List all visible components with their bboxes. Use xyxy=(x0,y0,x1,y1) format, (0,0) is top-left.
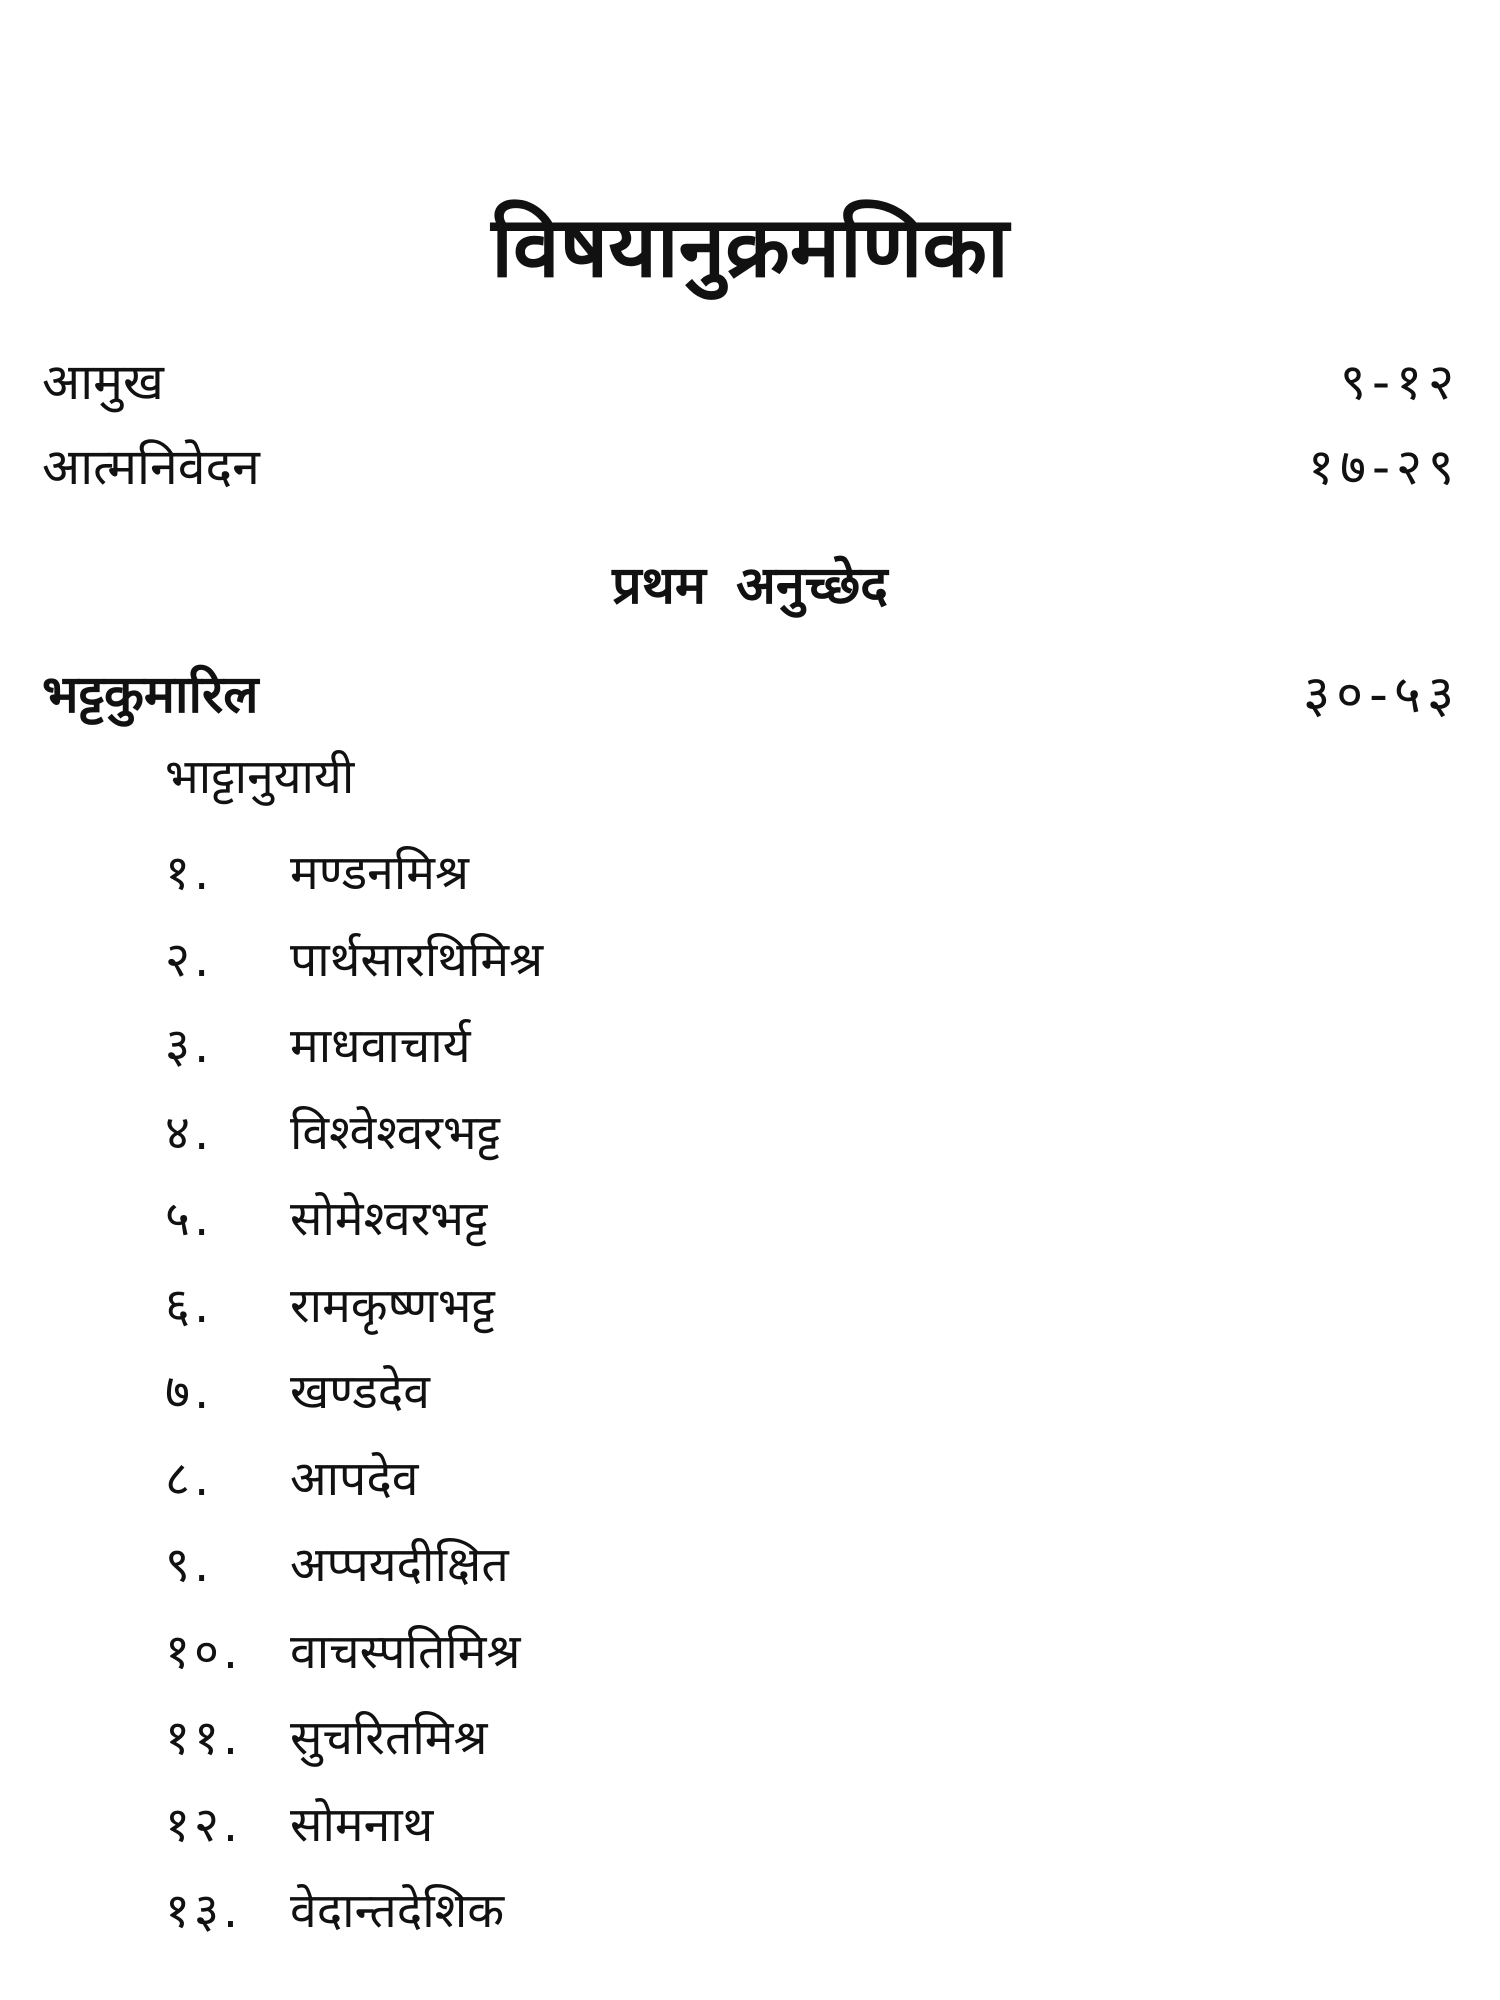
item-name: आपदेव xyxy=(290,1450,419,1507)
item-number: ७. xyxy=(165,1364,214,1420)
item-name: सोमेश्वरभट्ट xyxy=(290,1191,488,1247)
item-name: विश्वेश्वरभट्ट xyxy=(290,1104,501,1161)
list-item xyxy=(165,1349,1065,1436)
toc-row-self-statement xyxy=(42,432,1460,502)
section-heading: प्रथम अनुच्छेद xyxy=(612,556,888,616)
item-name: सुचरितमिश्र xyxy=(290,1710,488,1766)
item-number: १०. xyxy=(165,1623,243,1680)
group-heading: भाट्टानुयायी xyxy=(165,749,355,805)
follower-list xyxy=(165,830,1065,1955)
item-number: ४. xyxy=(165,1104,214,1161)
list-item xyxy=(165,1868,1065,1955)
list-item xyxy=(165,830,1065,917)
item-name: वाचस्पतिमिश्र xyxy=(290,1623,521,1680)
list-item xyxy=(165,1609,1065,1696)
toc-entry-label: आमुख xyxy=(42,353,164,411)
list-item xyxy=(165,1522,1065,1609)
chapter-pages: ३०-५३ xyxy=(1303,665,1460,725)
page-title: विषयानुक्रमणिका xyxy=(491,198,1009,297)
list-item xyxy=(165,917,1065,1004)
list-item xyxy=(165,1003,1065,1090)
item-number: ५. xyxy=(165,1191,214,1247)
toc-entry-label: आत्मनिवेदन xyxy=(42,438,260,496)
list-item xyxy=(165,1090,1065,1177)
item-number: ३. xyxy=(165,1018,214,1074)
item-name: खण्डदेव xyxy=(290,1364,430,1420)
toc-entry-pages: १७-२९ xyxy=(1307,438,1460,496)
item-name: वेदान्तदेशिक xyxy=(290,1883,505,1939)
item-name: सोमनाथ xyxy=(290,1796,434,1853)
item-name: अप्पयदीक्षित xyxy=(290,1537,509,1593)
chapter-title: भट्टकुमारिल xyxy=(42,665,259,725)
list-item xyxy=(165,1263,1065,1350)
item-name: माधवाचार्य xyxy=(290,1018,471,1074)
item-number: २. xyxy=(165,931,214,988)
item-number: ६. xyxy=(165,1277,214,1334)
item-number: १२. xyxy=(165,1796,243,1853)
toc-row-chapter xyxy=(42,660,1460,730)
toc-entry-pages: ९-१२ xyxy=(1339,353,1460,411)
item-number: ८. xyxy=(165,1450,214,1507)
list-item xyxy=(165,1176,1065,1263)
item-number: १३. xyxy=(165,1883,243,1939)
list-item xyxy=(165,1782,1065,1869)
item-number: ११. xyxy=(165,1710,243,1766)
list-item xyxy=(165,1695,1065,1782)
item-name: रामकृष्णभट्ट xyxy=(290,1277,496,1334)
list-item xyxy=(165,1436,1065,1523)
toc-row-preface xyxy=(42,347,1460,417)
item-name: मण्डनमिश्र xyxy=(290,845,469,901)
item-name: पार्थसारथिमिश्र xyxy=(290,931,544,988)
item-number: १. xyxy=(165,845,214,901)
item-number: ९. xyxy=(165,1537,214,1593)
